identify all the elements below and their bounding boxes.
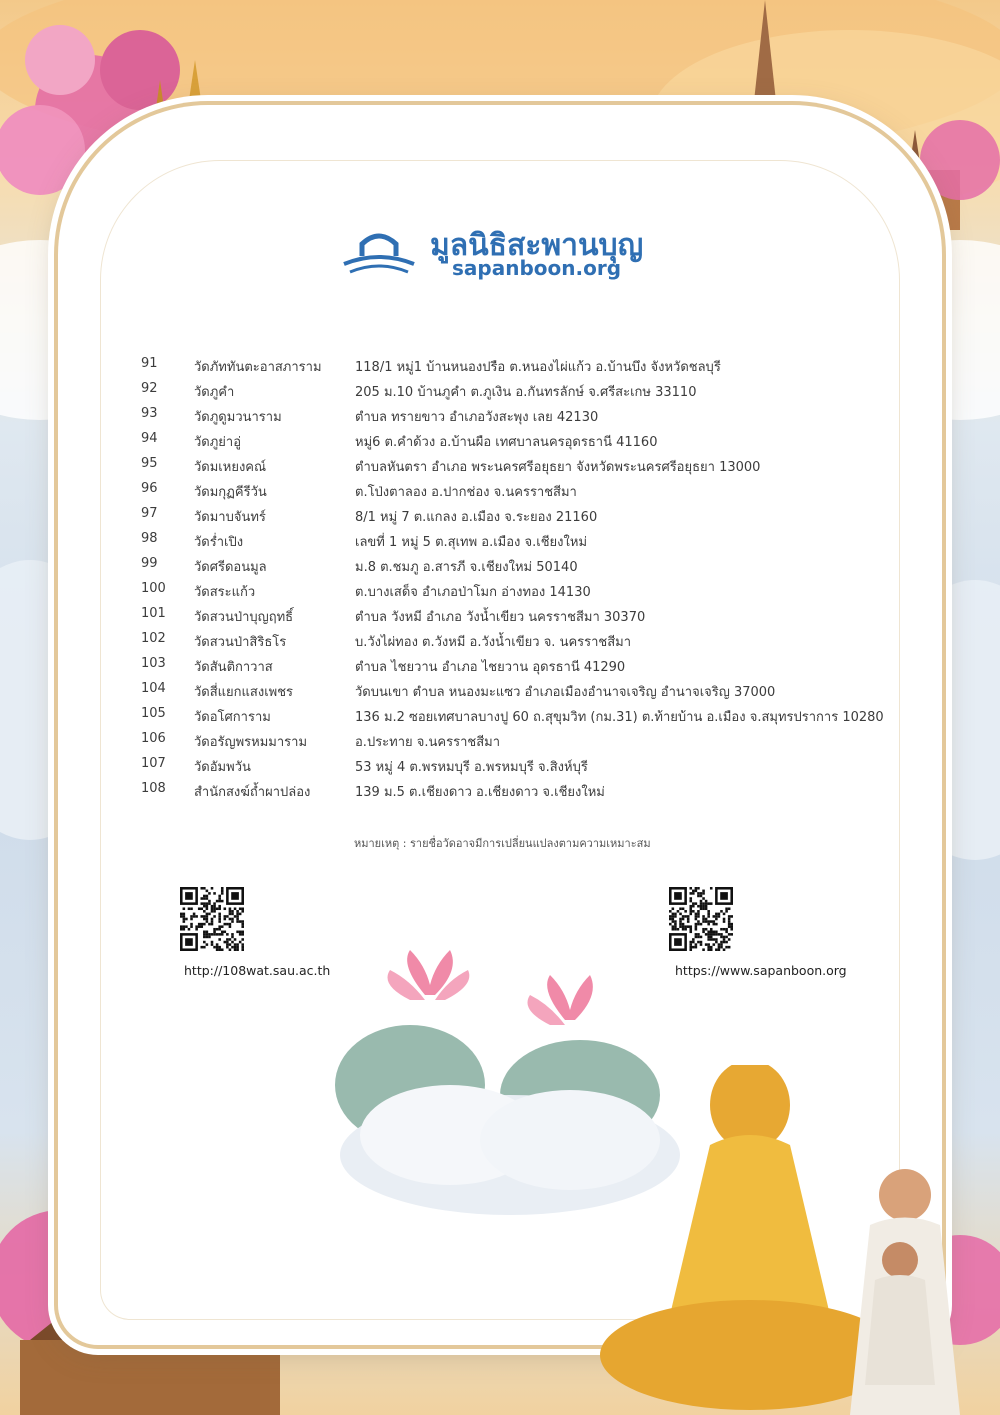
list-item [141,731,901,756]
temple-list [141,356,901,806]
temple-number: 107 [141,756,166,771]
temple-name: วัดภูย่าอู่ [194,435,242,450]
list-item [141,481,901,506]
temple-number: 95 [141,456,158,471]
list-item [141,631,901,656]
list-item [141,781,901,806]
temple-number: 104 [141,681,166,696]
qr-code-icon[interactable] [669,887,733,951]
temple-number: 103 [141,656,166,671]
temple-number: 101 [141,606,166,621]
temple-address: 8/1 หมู่ 7 ต.แกลง อ.เมือง จ.ระยอง 21160 [355,510,598,525]
temple-address: ตำบล วังหมี อำเภอ วังน้ำเขียว นครราชสีมา 30370 [355,610,646,625]
list-item [141,531,901,556]
temple-address: ตำบล ไชยวาน อำเภอ ไชยวาน อุดรธานี 41290 [355,660,626,675]
temple-name: วัดภูดูมวนาราม [194,410,282,425]
temple-name: วัดภูคำ [194,385,235,400]
temple-number: 105 [141,706,166,721]
temple-address: ม.8 ต.ชมภู อ.สารภี จ.เชียงใหม่ 50140 [355,560,578,575]
temple-number: 99 [141,556,158,571]
lotus-flower-icon [528,975,593,1025]
bridge-logo-icon [342,226,416,282]
temple-name: วัดมเหยงคณ์ [194,460,267,475]
temple-name: วัดมกุฏคีรีวัน [194,485,267,500]
temple-number: 96 [141,481,158,496]
temple-name: วัดอัมพวัน [194,760,251,775]
list-item [141,581,901,606]
temple-number: 91 [141,356,158,371]
temple-name: วัดร่ำเปิง [194,535,244,550]
temple-address: 136 ม.2 ซอยเทศบาลบางปู 60 ถ.สุขุมวิท (กม.31) ต.ท้ายบ้าน อ.เมือง จ.สมุทรปราการ 10280 [355,710,884,725]
temple-name: วัดมาบจันทร์ [194,510,266,525]
temple-address: 205 ม.10 บ้านภูคำ ต.ภูเงิน อ.กันทรลักษ์ จ.ศรีสะเกษ 33110 [355,385,697,400]
temple-number: 106 [141,731,166,746]
temple-name: วัดอรัญพรหมมาราม [194,735,308,750]
list-item [141,756,901,781]
buddha-statue-illustration [600,1065,1000,1415]
temple-address: เลขที่ 1 หมู่ 5 ต.สุเทพ อ.เมือง จ.เชียงใหม่ [355,535,588,550]
temple-name: วัดสระแก้ว [194,585,256,600]
university-link[interactable]: http://108wat.sau.ac.th [184,963,331,978]
temple-name: วัดสี่แยกแสงเพชร [194,685,294,700]
temple-name: วัดภัททันตะอาสภาราม [194,360,322,375]
list-item [141,456,901,481]
temple-number: 92 [141,381,158,396]
temple-address: บ.วังไผ่ทอง ต.วังหมี อ.วังน้ำเขียว จ. นครราชสีมา [355,635,632,650]
temple-address: 139 ม.5 ต.เชียงดาว อ.เชียงดาว จ.เชียงใหม่ [355,785,605,800]
temple-address: หมู่6 ต.คำด้วง อ.บ้านผือ เทศบาลนครอุดรธานี 41160 [355,435,658,450]
list-item [141,606,901,631]
temple-name: วัดสันติกาวาส [194,660,273,675]
list-item [141,506,901,531]
temple-address: ต.โป่งตาลอง อ.ปากช่อง จ.นครราชสีมา [355,485,577,500]
qr-code-icon[interactable] [180,887,244,951]
temple-number: 98 [141,531,158,546]
list-item [141,556,901,581]
foundation-logo [342,222,642,286]
list-item [141,431,901,456]
temple-name: วัดสวนป่าสิริธโร [194,635,287,650]
list-item [141,656,901,681]
list-item [141,406,901,431]
temple-name: สำนักสงฆ์ถ้ำผาปล่อง [194,785,311,800]
temple-name: วัดสวนป่าบุญฤทธิ์ [194,610,294,625]
temple-name: วัดอโศการาม [194,710,271,725]
temple-number: 93 [141,406,158,421]
list-item [141,381,901,406]
lotus-flower-icon [388,950,470,1000]
temple-address: ตำบล ทรายขาว อำเภอวังสะพุง เลย 42130 [355,410,599,425]
temple-name: วัดศรีดอนมูล [194,560,267,575]
list-item [141,706,901,731]
list-item [141,681,901,706]
logo-english-name: sapanboon.org [452,256,622,280]
list-item [141,356,901,381]
sapanboon-link[interactable]: https://www.sapanboon.org [675,963,847,978]
temple-number: 97 [141,506,158,521]
temple-address: ต.บางเสด็จ อำเภอป่าโมก อ่างทอง 14130 [355,585,591,600]
temple-number: 100 [141,581,166,596]
temple-address: อ.ประทาย จ.นครราชสีมา [355,735,500,750]
temple-address: ตำบลหันตรา อำเภอ พระนครศรีอยุธยา จังหวัดพระนครศรีอยุธยา 13000 [355,460,761,475]
temple-number: 102 [141,631,166,646]
temple-address: วัดบนเขา ตำบล หนองมะแซว อำเภอเมืองอำนาจเจริญ อำนาจเจริญ 37000 [355,685,776,700]
temple-address: 118/1 หมู่1 บ้านหนองปรือ ต.หนองไผ่แก้ว อ.บ้านบึง จังหวัดชลบุรี [355,360,721,375]
note-text: หมายเหตุ : รายชื่อวัดอาจมีการเปลี่ยนแปลงตามความเหมาะสม [354,837,651,850]
temple-address: 53 หมู่ 4 ต.พรหมบุรี อ.พรหมบุรี จ.สิงห์บุรี [355,760,588,775]
logo-thai-name: มูลนิธิสะพานบุญ [430,228,644,263]
temple-number: 94 [141,431,158,446]
temple-number: 108 [141,781,166,796]
woman-and-child-illustration [850,1169,960,1415]
